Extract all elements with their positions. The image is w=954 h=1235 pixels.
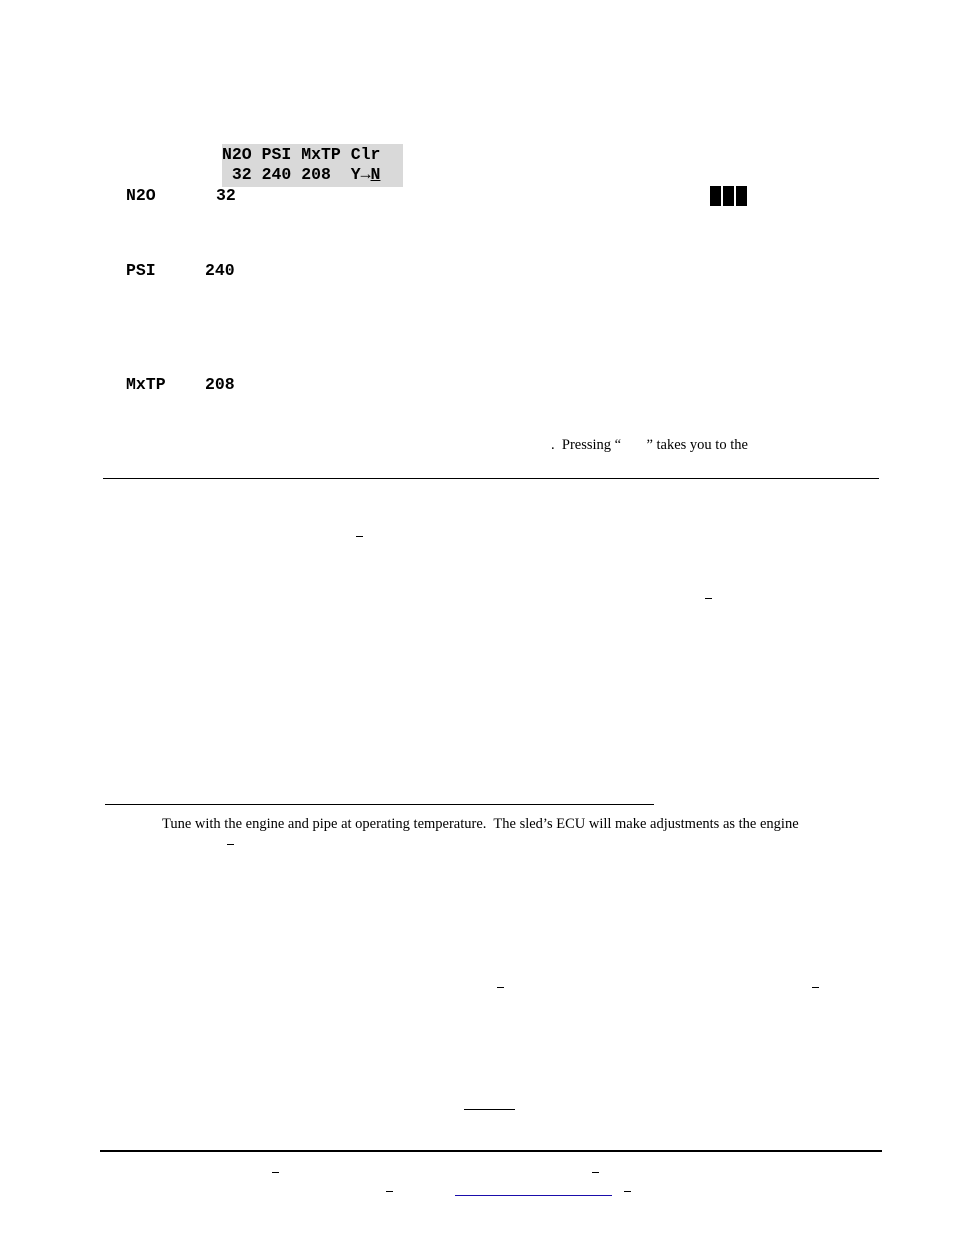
field-value-n2o: 32 [216,186,236,205]
dash-mark [624,1191,631,1192]
block-3 [736,186,747,206]
dash-mark [227,844,234,845]
footnote-text: Tune with the engine and pipe at operating temperature. The sled’s ECU will make adjustments as the engine [162,816,799,832]
field-value-psi: 240 [205,261,235,280]
dash-mark [812,987,819,988]
dash-mark [497,987,504,988]
field-label-mxtp: MxTP [126,375,166,394]
field-label-n2o: N2O [126,186,156,205]
lcd-line-2 [222,165,380,185]
footnote-separator [105,804,654,805]
lcd-line-2-values: 32 240 208 Y→ [222,165,371,184]
dash-mark [386,1191,393,1192]
dash-mark [705,598,712,599]
dash-mark [356,536,363,537]
body-text-pressing: . Pressing “ ” takes you to the [551,437,748,453]
block-2 [723,186,734,206]
block-1 [710,186,721,206]
section-divider [103,478,879,479]
dash-mark [272,1172,279,1173]
lcd-display [222,144,403,187]
lcd-clear-selection: N [370,165,381,184]
footer-rule [100,1150,882,1152]
lcd-line-1: N2O PSI MxTP Clr [222,145,381,164]
footer-link-underline[interactable] [455,1195,612,1196]
cursor-block-icon [710,186,747,206]
underline-mark [464,1109,515,1110]
dash-mark [592,1172,599,1173]
field-label-psi: PSI [126,261,156,280]
field-value-mxtp: 208 [205,375,235,394]
